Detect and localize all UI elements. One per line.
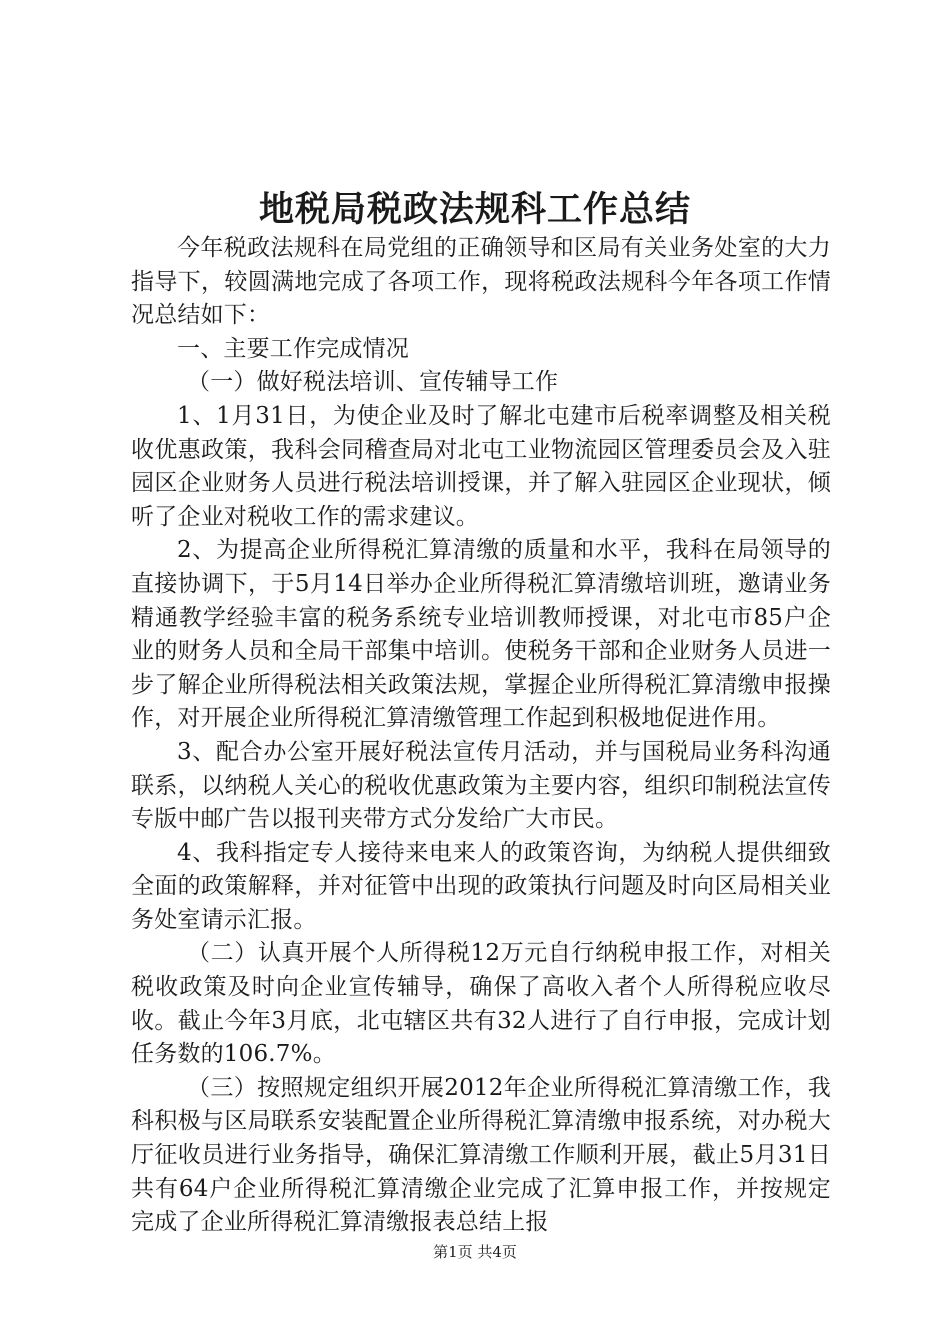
document-title: 地税局税政法规科工作总结 — [258, 190, 691, 230]
paragraph-subsection-2: （二）认真开展个人所得税12万元自行纳税申报工作，对相关税收政策及时向企业宣传辅导，确保了高收入者个人所得税应收尽收。截止今年3月底，北屯辖区共有32人进行了自行申报，完成计划任务数的106.7%。 — [131, 940, 831, 1068]
paragraph-item-2: 2、为提高企业所得税汇算清缴的质量和水平，我科在局领导的直接协调下，于5月14日举办企业所得税汇算清缴培训班，邀请业务精通教学经验丰富的税务系统专业培训教师授课，对北屯市85户企业的财务人员和全局干部集中培训。使税务干部和企业财务人员进一步了解企业所得税法相关政策法规，掌握企业所得税汇算清缴申报操作，对开展企业所得税汇算清缴管理工作起到积极地促进作用。 — [131, 537, 831, 732]
section-heading-main-work: 一、主要工作完成情况 — [177, 335, 409, 362]
paragraph-intro: 今年税政法规科在局党组的正确领导和区局有关业务处室的大力指导下，较圆满地完成了各项工作，现将税政法规科今年各项工作情况总结如下： — [131, 235, 831, 329]
subsection-heading-training: （一）做好税法培训、宣传辅导工作 — [187, 369, 559, 396]
document-body — [131, 232, 831, 1240]
paragraph-item-3: 3、配合办公室开展好税法宣传月活动，并与国税局业务科沟通联系，以纳税人关心的税收优惠政策为主要内容，组织印制税法宣传专版中邮广告以报刊夹带方式分发给广大市民。 — [131, 738, 831, 833]
paragraph-item-1: 1、1月31日，为使企业及时了解北屯建市后税率调整及相关税收优惠政策，我科会同稽查局对北屯工业物流园区管理委员会及入驻园区企业财务人员进行税法培训授课，并了解入驻园区企业现状，倾听了企业对税收工作的需求建议。 — [131, 402, 831, 530]
page-footer: 第1页 共4页 — [433, 1243, 517, 1261]
paragraph-subsection-3: （三）按照规定组织开展2012年企业所得税汇算清缴工作，我科积极与区局联系安装配置企业所得税汇算清缴申报系统，对办税大厅征收员进行业务指导，确保汇算清缴工作顺利开展，截止5月31日共有64户企业所得税汇算清缴企业完成了汇算申报工作，并按规定完成了企业所得税汇算清缴报表总结上报 — [131, 1074, 831, 1236]
paragraph-item-4: 4、我科指定专人接待来电来人的政策咨询，为纳税人提供细致全面的政策解释，并对征管中出现的政策执行问题及时向区局相关业务处室请示汇报。 — [131, 839, 831, 933]
